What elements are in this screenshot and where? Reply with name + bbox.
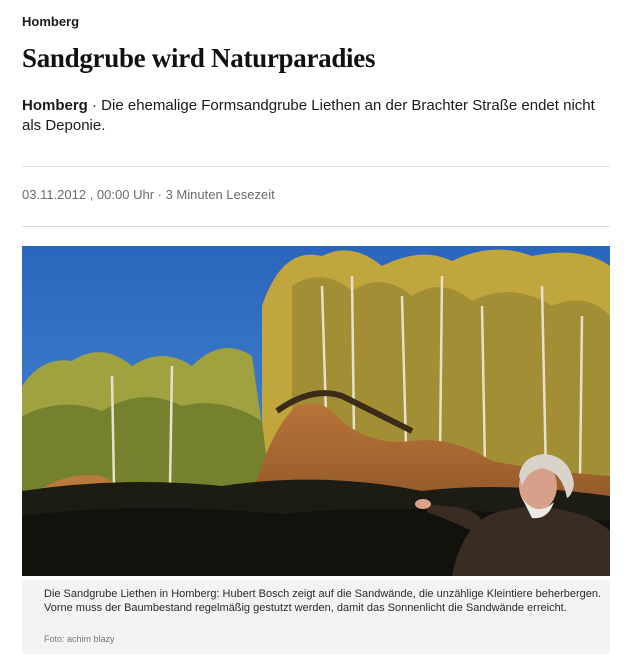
article-headline: Sandgrube wird Naturparadies (22, 43, 376, 73)
photo-credit: Foto: achim blazy (44, 634, 115, 644)
article-kicker[interactable]: Homberg (22, 14, 80, 29)
sandpit-photo-illustration (22, 246, 610, 576)
divider-bottom (22, 226, 610, 227)
article-teaser (22, 96, 617, 136)
teaser-location: Homberg (22, 97, 88, 114)
divider-top (22, 166, 610, 167)
teaser-text: · Die ehemalige Formsandgrube Liethen an der Brachter Straße endet nicht als Deponie. (22, 97, 595, 134)
article-photo[interactable] (22, 246, 610, 576)
article-meta (22, 187, 275, 202)
reading-time: · 3 Minuten Lesezeit (154, 187, 275, 202)
publish-date: 03.11.2012 , 00:00 Uhr (22, 187, 155, 202)
photo-caption: Die Sandgrube Liethen in Homberg: Hubert Bosch zeigt auf die Sandwände, die unzählige Kleintiere beherbergen. Vorne muss der Baumbestand regelmäßig gestutzt werden, damit das Sonnenlicht die Sandwände erreicht. (44, 588, 602, 614)
caption-box (22, 580, 610, 654)
